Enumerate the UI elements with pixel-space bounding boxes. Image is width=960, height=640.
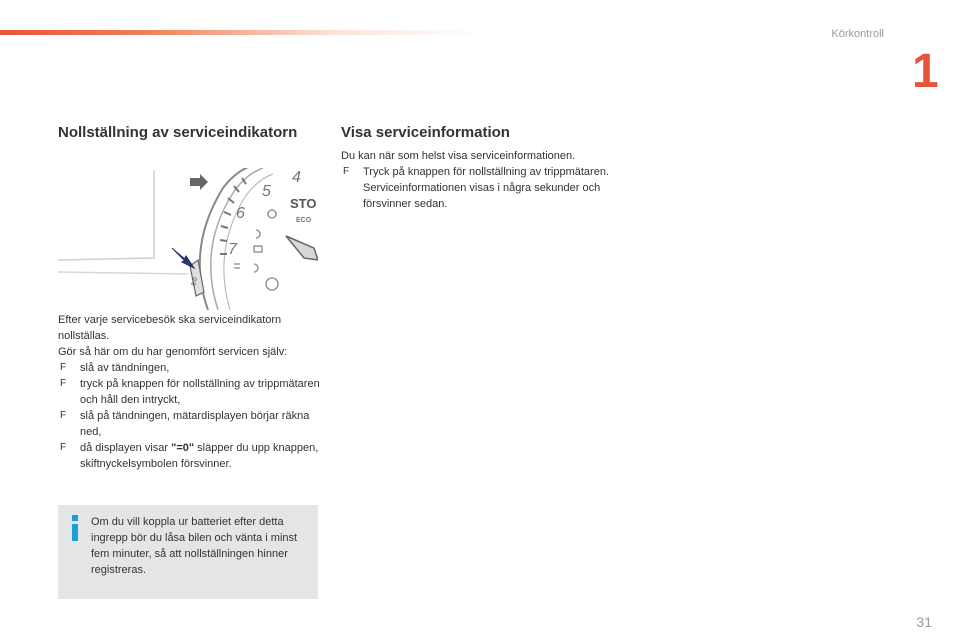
list-item: F slå av tändningen, bbox=[60, 362, 170, 374]
bullet-glyph: F bbox=[60, 442, 67, 453]
left-body bbox=[58, 312, 323, 472]
instrument-panel-figure bbox=[58, 168, 318, 310]
page-number: 31 bbox=[916, 614, 932, 630]
list-item: F då displayen visar "=0" släpper du upp knappen, skiftnyckelsymbolen försvinner. bbox=[60, 442, 319, 470]
right-body bbox=[341, 148, 611, 212]
gauge-number-5: 5 bbox=[262, 183, 271, 200]
eco-label: ECO bbox=[296, 217, 312, 224]
display-value: "=0" bbox=[171, 442, 195, 454]
list-item: F slå på tändningen, mätardisplayen börjar räkna ned, bbox=[60, 410, 310, 438]
info-box bbox=[58, 505, 318, 599]
section-label: Körkontroll bbox=[831, 28, 884, 40]
intro-line: Efter varje servicebesök ska serviceindikatorn nollställas. bbox=[58, 314, 282, 342]
intro-line: Gör så här om du har genomfört servicen själv: bbox=[58, 346, 288, 358]
header-accent-bar bbox=[0, 30, 480, 35]
reset-button-label: 0.0 bbox=[191, 276, 200, 287]
bullet-glyph: F bbox=[60, 410, 67, 421]
gauge-number-7: 7 bbox=[228, 241, 237, 258]
chapter-number: 1 bbox=[912, 45, 939, 98]
stop-label: STO bbox=[290, 196, 317, 211]
bullet-glyph: F bbox=[343, 166, 350, 177]
gauge-number-4: 4 bbox=[292, 169, 301, 186]
info-icon bbox=[68, 515, 82, 541]
intro-line: Du kan när som helst visa serviceinformationen. bbox=[341, 150, 576, 162]
list-item: F Tryck på knappen för nollställning av trippmätaren. bbox=[343, 166, 609, 178]
pointer-arrow-icon bbox=[172, 248, 194, 268]
gauge-number-6: 6 bbox=[236, 205, 245, 222]
bullet-glyph: F bbox=[60, 362, 67, 373]
bullet-glyph: F bbox=[60, 378, 67, 389]
step-note: Serviceinformationen visas i några sekunder och försvinner sedan. bbox=[363, 182, 601, 210]
list-item: F tryck på knappen för nollställning av trippmätaren och håll den intryckt, bbox=[60, 378, 320, 406]
left-heading: Nollställning av serviceindikatorn bbox=[58, 124, 298, 141]
info-text: Om du vill koppla ur batteriet efter detta ingrepp bör du låsa bilen och vänta i minst fem minuter, så att nollställningen hinner registreras. bbox=[91, 516, 298, 576]
right-heading: Visa serviceinformation bbox=[341, 124, 510, 141]
